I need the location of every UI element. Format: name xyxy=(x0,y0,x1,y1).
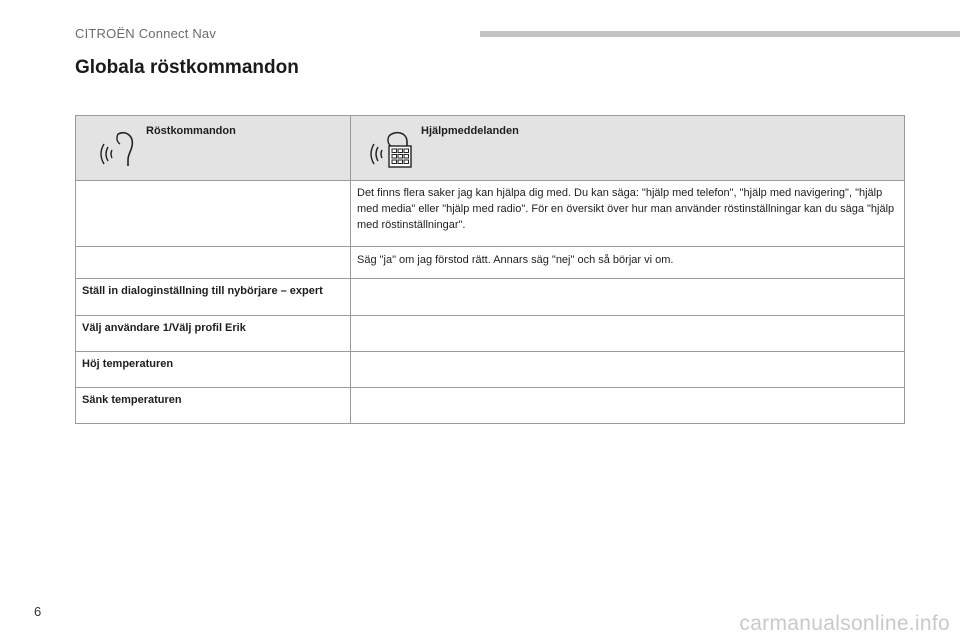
command-cell xyxy=(76,181,351,247)
header-label-help: Hjälpmeddelanden xyxy=(421,125,519,137)
page-title: Globala röstkommandon xyxy=(75,57,299,78)
watermark-text: carmanualsonline.info xyxy=(739,612,950,635)
voice-command-icon xyxy=(94,128,138,168)
manual-header-title: CITROËN Connect Nav xyxy=(75,26,217,41)
table-header-row xyxy=(76,116,905,181)
table-row xyxy=(76,316,905,352)
header-cell-commands xyxy=(76,116,351,181)
voice-commands-table xyxy=(75,115,905,424)
page-number: 6 xyxy=(34,604,42,619)
command-cell: Sänk temperaturen xyxy=(76,388,351,424)
header-divider-bar xyxy=(480,31,960,37)
table-row xyxy=(76,181,905,247)
help-cell xyxy=(351,352,905,388)
table-row xyxy=(76,279,905,316)
table-row xyxy=(76,247,905,279)
command-cell: Ställ in dialoginställning till nybörjare – expert xyxy=(76,279,351,316)
command-cell xyxy=(76,247,351,279)
help-cell: Det finns flera saker jag kan hjälpa dig med. Du kan säga: "hjälp med telefon", "hjälp med navigering", "hjälp med media" eller "hjälp med radio". För en översikt över hur man använder röstinställningar kan du säga "hjälp med röstinställningar". xyxy=(351,181,905,247)
help-cell xyxy=(351,316,905,352)
command-cell: Välj användare 1/Välj profil Erik xyxy=(76,316,351,352)
table-row xyxy=(76,388,905,424)
help-cell xyxy=(351,388,905,424)
help-cell: Säg "ja" om jag förstod rätt. Annars säg "nej" och så börjar vi om. xyxy=(351,247,905,279)
voice-help-keypad-icon xyxy=(369,128,413,168)
command-cell: Höj temperaturen xyxy=(76,352,351,388)
help-cell xyxy=(351,279,905,316)
header-cell-help xyxy=(351,116,905,181)
table-row xyxy=(76,352,905,388)
header-label-commands: Röstkommandon xyxy=(146,125,236,137)
